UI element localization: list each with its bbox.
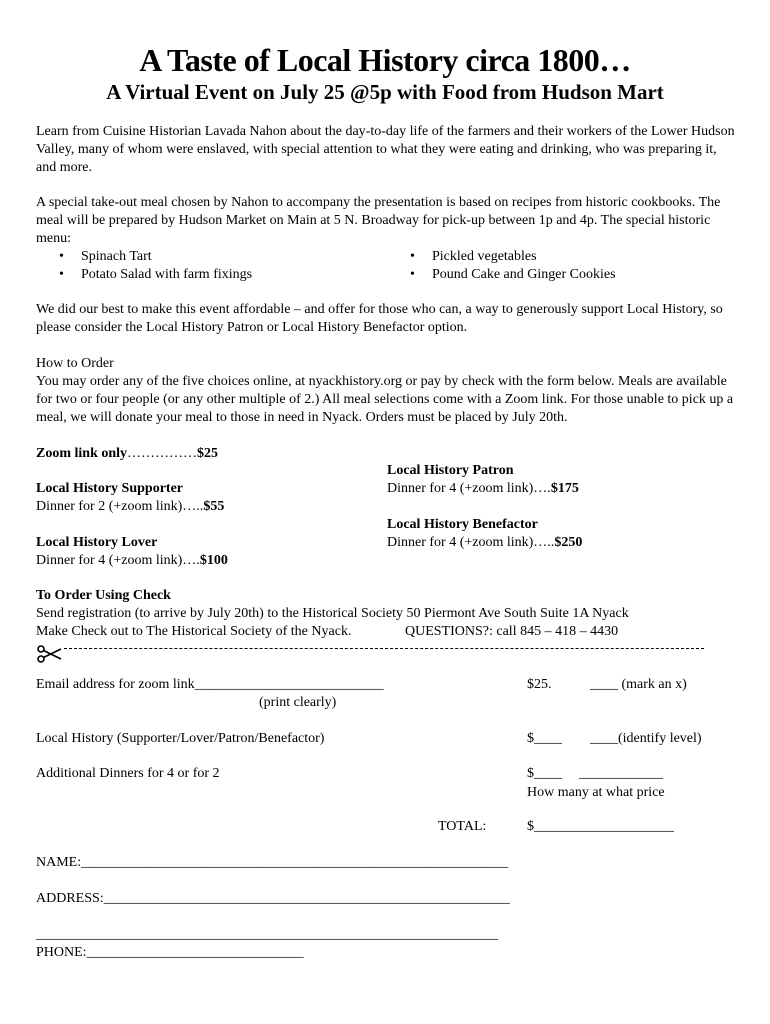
tier-supporter-desc [36, 498, 224, 516]
tier-price: $100 [199, 553, 228, 568]
email-mark-field[interactable]: ____ (mark an x) [590, 677, 687, 692]
tier-supporter-name: Local History Supporter [36, 481, 183, 496]
level-price-field[interactable]: $____ [527, 731, 562, 746]
name-row [36, 854, 508, 872]
menu-item: • Spinach Tart [81, 248, 152, 266]
address-row [36, 890, 510, 908]
scissors-icon [36, 644, 62, 664]
total-field[interactable]: $____________________ [527, 819, 674, 834]
email-row [36, 676, 384, 694]
order-heading: How to Order [36, 356, 114, 371]
additional-hint: How many at what price [527, 785, 665, 800]
tier-price: $175 [550, 481, 579, 496]
name-field[interactable]: _____________________________________________________________ [81, 855, 509, 870]
questions-phone: QUESTIONS?: call 845 – 418 – 4430 [405, 624, 619, 639]
tier-zoom [36, 445, 218, 463]
level-mark-field[interactable]: ____(identify level) [590, 731, 702, 746]
menu-item: • Pound Cake and Ginger Cookies [432, 266, 616, 284]
additional-label: Additional Dinners for 4 or for 2 [36, 766, 220, 781]
additional-price-field[interactable]: $____ [527, 766, 562, 781]
menu-item: • Potato Salad with farm fixings [81, 266, 252, 284]
menu-item: • Pickled vegetables [432, 248, 537, 266]
address-extra-field[interactable]: __________________________________________________________________ [36, 927, 498, 942]
address-field[interactable]: __________________________________________________________ [103, 891, 510, 906]
additional-count-field[interactable]: ____________ [579, 766, 663, 781]
tier-dots: …………… [127, 446, 198, 461]
tier-desc: Dinner for 4 (+zoom link)….. [387, 535, 555, 550]
meal-paragraph: A special take-out meal chosen by Nahon to accompany the presentation is based on recipes from historic cookbooks. The meal will be prepared by Hudson Market on Main at 5 N. Broadway for pick-up between 1p and 4p. The special historic menu: [36, 195, 721, 246]
cut-dashes [64, 648, 704, 649]
page-subtitle: A Virtual Event on July 25 @5p with Food from Hudson Mart [106, 80, 664, 104]
phone-row [36, 944, 304, 962]
tier-desc: Dinner for 4 (+zoom link)…. [387, 481, 551, 496]
tier-name: Zoom link only [36, 446, 128, 461]
email-price: $25. [527, 677, 552, 692]
order-paragraph: You may order any of the five choices online, at nyackhistory.org or pay by check with the form below. Meals are available for two or four people (or any other multiple of 2.) All meal selections come with a Zoom link. For those unable to pick up a meal, we will donate your meal to those in need in Nyack. Orders must be placed by July 20th. [36, 374, 734, 425]
tier-desc: Dinner for 2 (+zoom link)….. [36, 499, 204, 514]
check-heading: To Order Using Check [36, 588, 171, 603]
afford-paragraph: We did our best to make this event affordable – and offer for those who can, a way to generously support Local History, so please consider the Local History Patron or Local History Benefactor option. [36, 302, 723, 335]
tier-benefactor-name: Local History Benefactor [387, 517, 538, 532]
tier-price: $55 [203, 499, 225, 514]
tier-lover-name: Local History Lover [36, 535, 158, 550]
address-label: ADDRESS: [36, 891, 104, 906]
check-payee: Make Check out to The Historical Society of the Nyack. [36, 624, 352, 639]
intro-paragraph: Learn from Cuisine Historian Lavada Nahon about the day-to-day life of the farmers and their workers of the Lower Hudson Valley, many of whom were enslaved, with special attention to what they were eating and drinking, who was preparing it, and more. [36, 124, 735, 175]
tier-lover-desc [36, 552, 228, 570]
total-label: TOTAL: [438, 819, 487, 834]
check-address: Send registration (to arrive by July 20th) to the Historical Society 50 Piermont Ave South Suite 1A Nyack [36, 606, 629, 621]
email-field[interactable]: ___________________________ [194, 677, 384, 692]
tier-patron-desc [387, 480, 579, 498]
tier-patron-name: Local History Patron [387, 463, 514, 478]
tier-benefactor-desc [387, 534, 582, 552]
name-label: NAME: [36, 855, 82, 870]
phone-field[interactable]: _______________________________ [86, 945, 304, 960]
email-label: Email address for zoom link [36, 677, 195, 692]
tier-price: $25 [197, 446, 219, 461]
phone-label: PHONE: [36, 945, 87, 960]
cut-line [36, 643, 706, 665]
tier-desc: Dinner for 4 (+zoom link)…. [36, 553, 200, 568]
page-title: A Taste of Local History circa 1800… [139, 42, 631, 78]
print-clearly-note: (print clearly) [259, 695, 337, 710]
tier-price: $250 [554, 535, 583, 550]
level-label: Local History (Supporter/Lover/Patron/Benefactor) [36, 731, 325, 746]
